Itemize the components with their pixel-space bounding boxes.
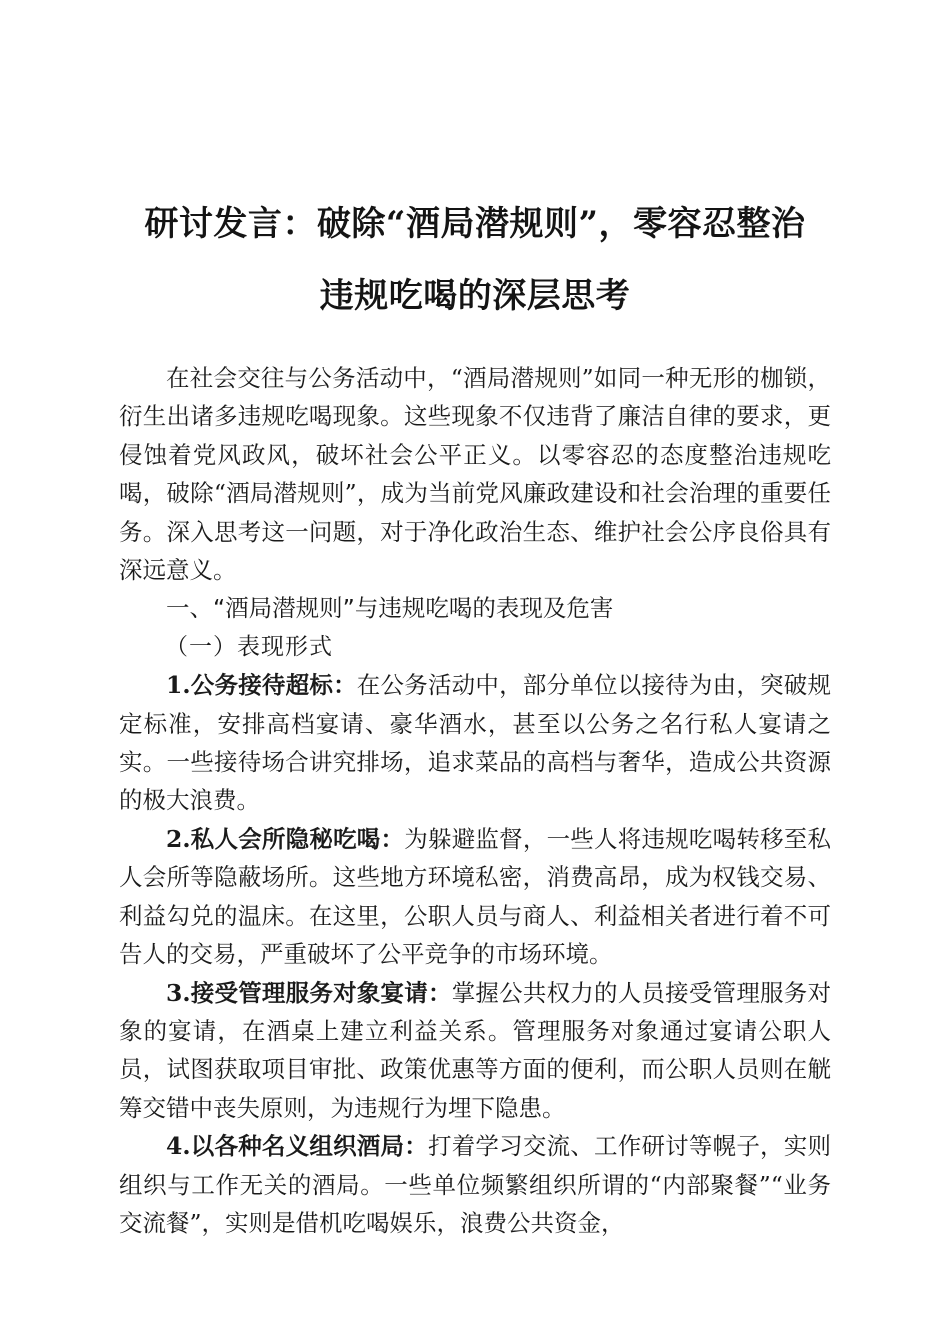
list-item: [119, 666, 831, 820]
item-text: 在公务活动中，部分单位以接待为由，突破规定标准，安排高档宴请、豪华酒水，甚至以公务之名行私人宴请之实。一些接待场合讲究排场，追求菜品的高档与奢华，造成公共资源的极大浪费。: [119, 671, 831, 815]
item-lead: 2.私人会所隐秘吃喝：: [166, 824, 405, 853]
document-title-line-2: 违规吃喝的深层思考: [319, 276, 631, 316]
section-heading-1: 一、“酒局潜规则”与违规吃喝的表现及危害: [166, 594, 614, 623]
item-lead: 4.以各种名义组织酒局：: [166, 1132, 428, 1161]
subsection-heading-1: （一）表现形式: [165, 633, 333, 660]
document-title-line-1: 研讨发言：破除“酒局潜规则”，零容忍整治: [144, 204, 806, 244]
item-text: 打着学习交流、工作研讨等幌子，实则组织与工作无关的酒局。一些单位频繁组织所谓的“内部聚餐”“业务交流餐”，实则是借机吃喝娱乐，浪费公共资金，: [119, 1132, 831, 1237]
item-text: 为躲避监督，一些人将违规吃喝转移至私人会所等隐蔽场所。这些地方环境私密，消费高昂，成为权钱交易、利益勾兑的温床。在这里，公职人员与商人、利益相关者进行着不可告人的交易，严重破坏了公平竞争的市场环境。: [119, 824, 831, 969]
intro-paragraph: 在社会交往与公务活动中，“酒局潜规则”如同一种无形的枷锁，衍生出诸多违规吃喝现象。这些现象不仅违背了廉洁自律的要求，更侵蚀着党风政风，破坏社会公平正义。以零容忍的态度整治违规吃喝，破除“酒局潜规则”，成为当前党风廉政建设和社会治理的重要任务。深入思考这一问题，对于净化政治生态、维护社会公序良俗具有深远意义。: [119, 364, 831, 585]
item-lead: 1.公务接待超标：: [166, 671, 357, 700]
item-text: 掌握公共权力的人员接受管理服务对象的宴请，在酒桌上建立利益关系。管理服务对象通过宴请公职人员，试图获取项目审批、政策优惠等方面的便利，而公职人员则在觥筹交错中丧失原则，为违规行为埋下隐患。: [119, 978, 831, 1122]
list-item: [119, 974, 831, 1128]
item-lead: 3.接受管理服务对象宴请：: [166, 978, 452, 1007]
list-item: [119, 820, 831, 974]
list-item: [119, 1127, 831, 1242]
document-body: [119, 359, 831, 1242]
